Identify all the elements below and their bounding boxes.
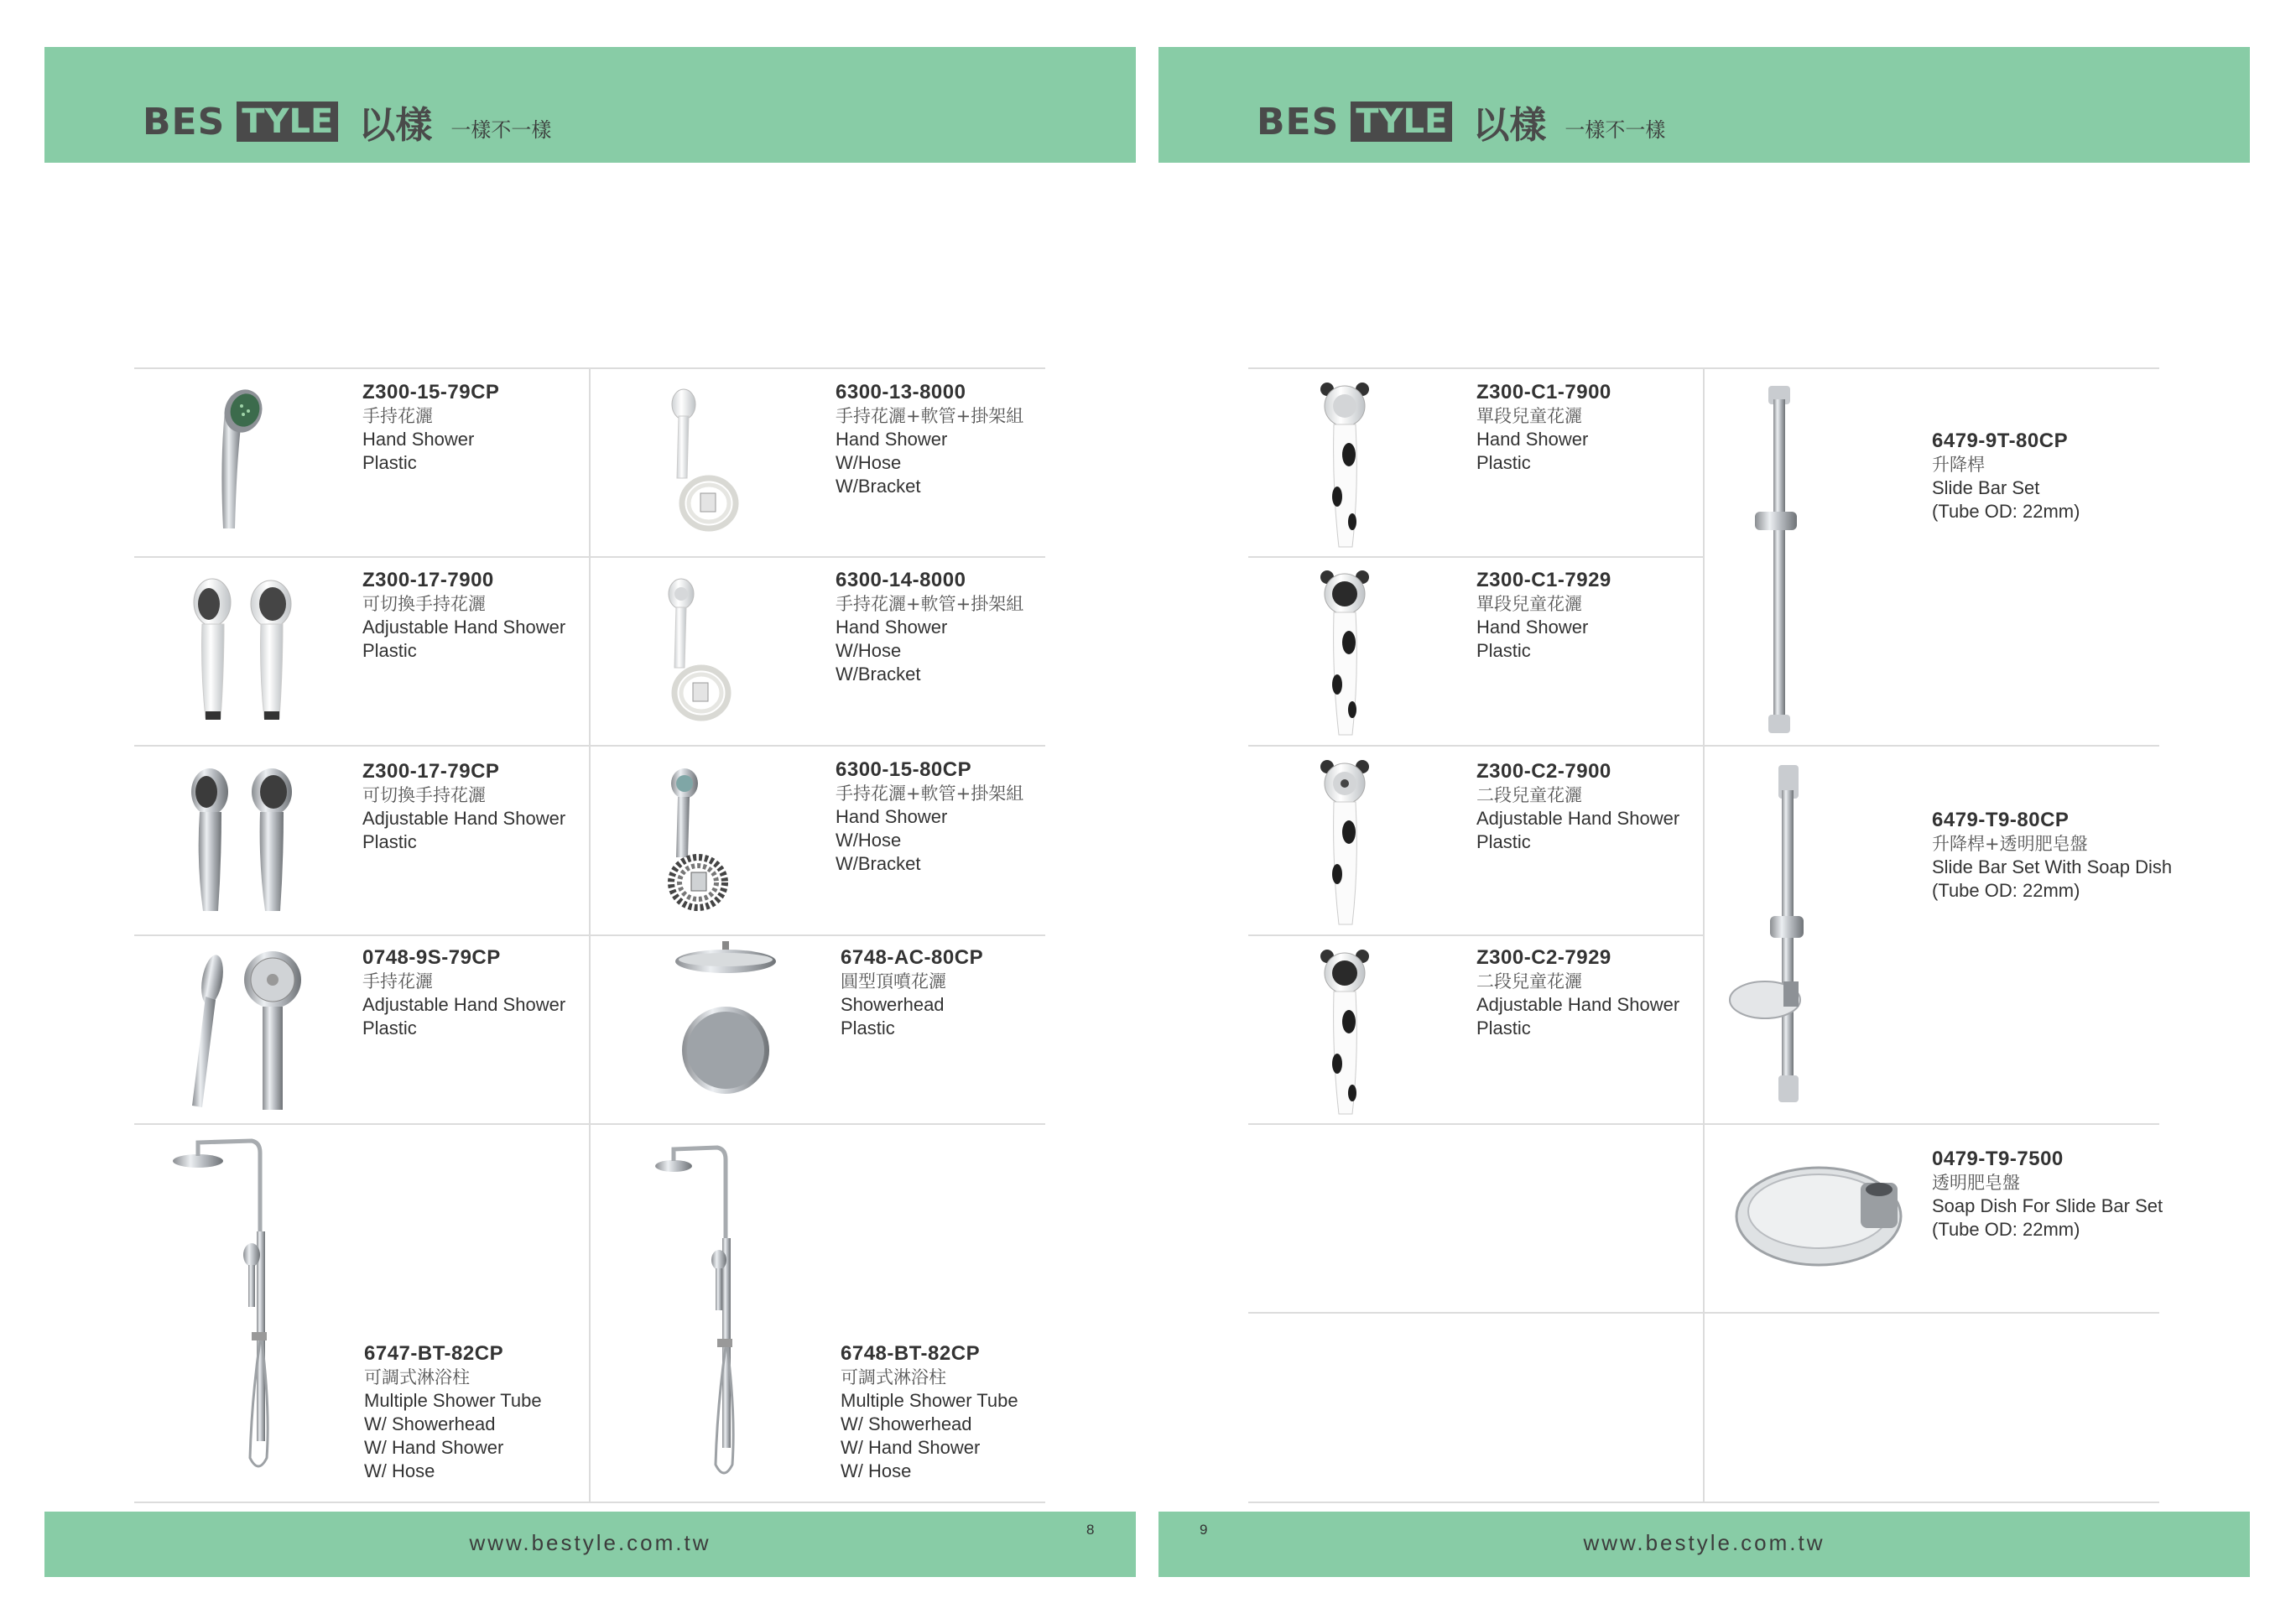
product-code: 0479-T9-7500 (1932, 1148, 2064, 1170)
product-text (362, 569, 565, 663)
product-line: Adjustable Hand Shower (1476, 994, 1680, 1015)
slide-bar-image (1743, 386, 1827, 738)
product-line: W/ Showerhead (364, 1413, 496, 1434)
product-line: Plastic (1476, 640, 1531, 661)
product-code: Z300-C1-7900 (1476, 381, 1611, 403)
product-line: Plastic (362, 1018, 417, 1038)
page-number: 9 (1200, 1522, 1208, 1538)
product-line: Adjustable Hand Shower (362, 617, 566, 638)
product-chinese: 圓型頂噴花灑 (841, 971, 946, 992)
product-line: W/ Hose (841, 1460, 912, 1481)
product-code: 6300-14-8000 (836, 569, 966, 591)
product-text (1932, 809, 2172, 903)
product-text (1932, 429, 2080, 523)
hand-shower-hose-image (650, 386, 742, 545)
shower-column-image (168, 1131, 285, 1483)
product-chinese: 手持花灑+軟管+掛架組 (836, 406, 1024, 426)
product-chinese: 二段兒童花灑 (1476, 971, 1582, 992)
product-chinese: 可調式淋浴柱 (364, 1367, 470, 1387)
product-code: Z300-C2-7900 (1476, 760, 1611, 783)
product-line: Hand Shower (1476, 429, 1589, 450)
footer-band (44, 1512, 1136, 1577)
product-line: Plastic (1476, 1018, 1531, 1038)
kids-hand-shower-image (1315, 946, 1374, 1118)
product-chinese: 可調式淋浴柱 (841, 1367, 946, 1387)
product-chinese: 可切換手持花灑 (362, 594, 486, 614)
kids-hand-shower-image (1315, 567, 1374, 739)
product-line: Plastic (841, 1018, 895, 1038)
product-line: (Tube OD: 22mm) (1932, 501, 2080, 522)
product-line: Multiple Shower Tube (841, 1390, 1018, 1411)
product-text (362, 760, 565, 854)
product-line: W/Hose (836, 452, 902, 473)
product-line: Plastic (1476, 831, 1531, 852)
adjustable-hand-shower-image (180, 570, 306, 730)
product-code: 6300-13-8000 (836, 381, 966, 403)
product-chinese: 升降桿+透明肥皂盤 (1932, 834, 2088, 854)
logo-chinese: 以樣 (1472, 104, 1547, 147)
product-line: Slide Bar Set (1932, 477, 2040, 498)
brand-logo (143, 100, 552, 147)
logo-slogan: 一樣不一樣 (450, 117, 552, 142)
page-number: 8 (1086, 1522, 1095, 1538)
showerhead-image (667, 941, 784, 1109)
product-text (836, 758, 1023, 876)
soap-dish-image (1735, 1148, 1919, 1282)
product-line: Adjustable Hand Shower (362, 808, 566, 829)
product-code: 6747-BT-82CP (364, 1342, 504, 1365)
product-text (1476, 381, 1611, 475)
hand-shower-hose-image (646, 765, 738, 924)
footer-band (1158, 1512, 2250, 1577)
product-line: W/Hose (836, 640, 902, 661)
kids-hand-shower-image (1315, 379, 1374, 551)
product-code: 6479-9T-80CP (1932, 429, 2069, 452)
product-chinese: 透明肥皂盤 (1932, 1173, 2020, 1193)
product-text (1476, 569, 1611, 663)
product-line: W/ Hand Shower (841, 1437, 981, 1458)
product-line: Showerhead (841, 994, 945, 1015)
product-line: Plastic (1476, 452, 1531, 473)
product-line: W/ Hand Shower (364, 1437, 504, 1458)
product-chinese: 手持花灑 (362, 971, 433, 992)
product-line: W/ Hose (364, 1460, 435, 1481)
product-code: Z300-C1-7929 (1476, 569, 1611, 591)
logo-box: TYLE (1351, 102, 1452, 142)
product-line: Hand Shower (836, 617, 948, 638)
product-code: 6300-15-80CP (836, 758, 972, 781)
logo-box: TYLE (237, 102, 338, 142)
logo-latin: BES (1257, 100, 1340, 143)
slide-bar-soap-dish-image (1726, 765, 1852, 1117)
product-code: Z300-15-79CP (362, 381, 500, 403)
adjustable-hand-shower-image (176, 762, 310, 921)
product-chinese: 可切換手持花灑 (362, 785, 486, 805)
product-line: Adjustable Hand Shower (1476, 808, 1680, 829)
logo-latin: BES (143, 100, 226, 143)
product-text (1476, 760, 1679, 854)
product-code: 6748-AC-80CP (841, 946, 984, 969)
product-line: Plastic (362, 452, 417, 473)
hand-shower-hose-image (646, 575, 738, 735)
product-line: Hand Shower (836, 429, 948, 450)
product-line: W/Bracket (836, 853, 921, 874)
product-line: Plastic (362, 640, 417, 661)
product-line: Soap Dish For Slide Bar Set (1932, 1195, 2163, 1216)
product-line: (Tube OD: 22mm) (1932, 880, 2080, 901)
product-code: Z300-17-7900 (362, 569, 494, 591)
product-code: Z300-C2-7929 (1476, 946, 1611, 969)
product-text (836, 569, 1023, 686)
product-line: W/ Showerhead (841, 1413, 972, 1434)
product-chinese: 手持花灑 (362, 406, 433, 426)
product-text (362, 946, 565, 1040)
logo-chinese: 以樣 (358, 104, 433, 147)
kids-hand-shower-image (1315, 757, 1374, 929)
product-text (841, 946, 983, 1040)
product-chinese: 單段兒童花灑 (1476, 406, 1582, 426)
product-line: Hand Shower (362, 429, 475, 450)
product-chinese: 二段兒童花灑 (1476, 785, 1582, 805)
product-line: Hand Shower (1476, 617, 1589, 638)
product-line: W/Hose (836, 830, 902, 851)
product-code: 6748-BT-82CP (841, 1342, 981, 1365)
shower-column-image (650, 1137, 768, 1490)
product-line: Adjustable Hand Shower (362, 994, 566, 1015)
product-line: W/Bracket (836, 476, 921, 497)
footer-url[interactable]: www.bestyle.com.tw (469, 1530, 711, 1555)
product-line: W/Bracket (836, 664, 921, 684)
product-chinese: 手持花灑+軟管+掛架組 (836, 594, 1024, 614)
product-line: (Tube OD: 22mm) (1932, 1219, 2080, 1240)
product-text (836, 381, 1023, 498)
product-line: Multiple Shower Tube (364, 1390, 542, 1411)
adjustable-hand-shower-image (180, 946, 315, 1114)
brand-logo (1257, 100, 1666, 147)
product-text (364, 1342, 542, 1483)
product-line: Hand Shower (836, 806, 948, 827)
hand-shower-image (193, 386, 268, 537)
product-chinese: 手持花灑+軟管+掛架組 (836, 783, 1024, 804)
product-chinese: 升降桿 (1932, 455, 1985, 475)
logo-slogan: 一樣不一樣 (1565, 117, 1666, 142)
product-text (841, 1342, 1018, 1483)
product-code: Z300-17-79CP (362, 760, 500, 783)
product-line: Plastic (362, 831, 417, 852)
product-chinese: 單段兒童花灑 (1476, 594, 1582, 614)
product-text (362, 381, 499, 475)
product-code: 6479-T9-80CP (1932, 809, 2070, 831)
product-text (1932, 1148, 2163, 1241)
footer-url[interactable]: www.bestyle.com.tw (1583, 1530, 1825, 1555)
product-line: Slide Bar Set With Soap Dish (1932, 856, 2173, 877)
right-page (1148, 0, 2296, 1624)
product-text (1476, 946, 1679, 1040)
product-code: 0748-9S-79CP (362, 946, 501, 969)
